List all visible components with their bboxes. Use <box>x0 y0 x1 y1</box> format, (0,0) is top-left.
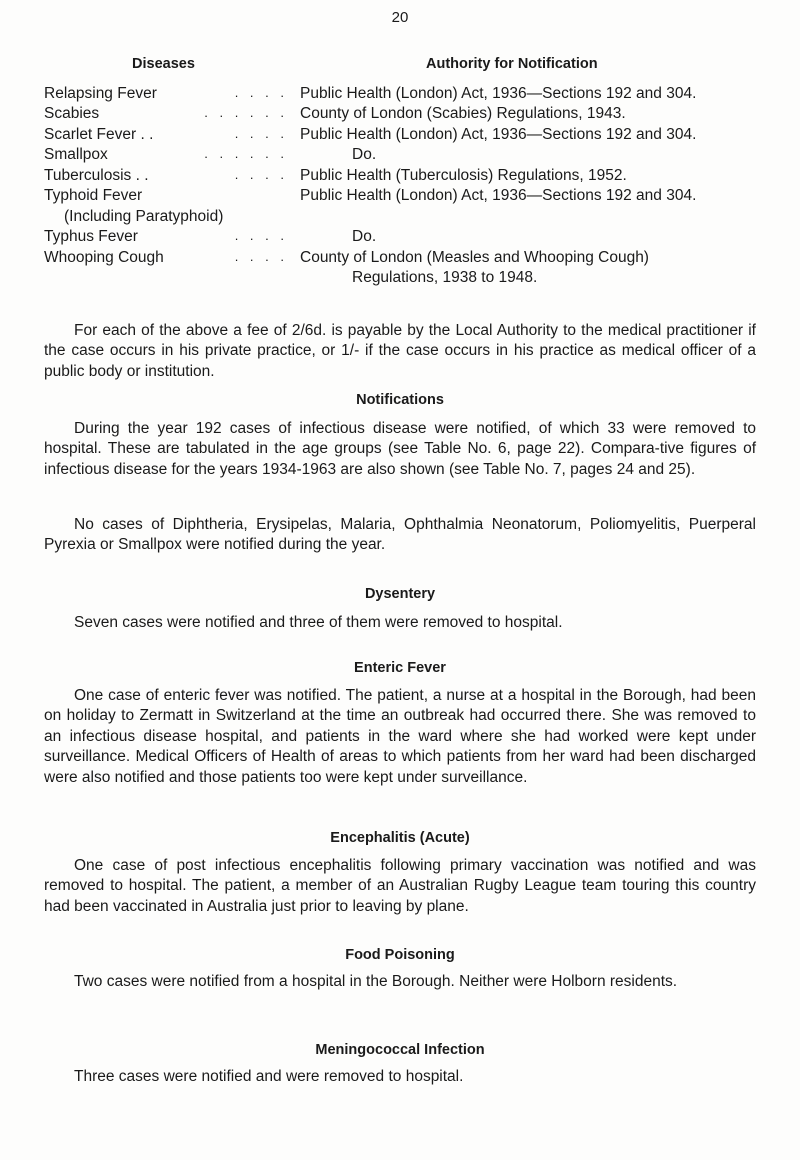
authority-cell: Public Health (Tuberculosis) Regulations, 1952. <box>300 166 627 184</box>
enteric-heading: Enteric Fever <box>354 660 446 676</box>
encephalitis-heading: Encephalitis (Acute) <box>330 830 470 846</box>
disease-cell: Smallpox . . . . . . <box>44 146 288 164</box>
header-authority: Authority for Notification <box>426 56 598 72</box>
page-number: 20 <box>391 9 409 26</box>
table-row <box>44 227 764 247</box>
table-row <box>44 84 764 104</box>
leader-dots: . . . . <box>234 248 288 264</box>
meningococcal-heading: Meningococcal Infection <box>315 1042 485 1058</box>
disease-cell: Typhoid Fever (Including Paratyphoid) <box>44 186 300 227</box>
notifications-paragraph-2: No cases of Diphtheria, Erysipelas, Malaria, Ophthalmia Neonatorum, Poliomyelitis, Puerperal Pyrexia or Smallpox were notified during the year. <box>44 516 756 554</box>
table-row <box>44 166 764 186</box>
authority-cell: Public Health (London) Act, 1936—Sections 192 and 304. <box>300 125 697 143</box>
table-row <box>44 248 764 289</box>
disease-cell: Whooping Cough . . . . <box>44 248 288 266</box>
header-diseases: Diseases <box>132 56 195 72</box>
table-row <box>44 145 764 165</box>
leader-dots: . . . . <box>234 125 288 141</box>
disease-cell: Tuberculosis . . . . . . <box>44 166 288 184</box>
authority-cell: Public Health (London) Act, 1936—Sections 192 and 304. <box>300 85 697 102</box>
dysentery-heading: Dysentery <box>364 586 436 602</box>
enteric-paragraph: One case of enteric fever was notified. The patient, a nurse at a hospital in the Borough, had been on holiday to Zermatt in Switzerland at the time an outbreak had occurred there. She was removed to an infectious disease hospital, and patients in the ward where she had worked were kept under surveillance. Medical Officers of Health of areas to which patients from her ward had been discharged were also notified and those patients too were kept under surveillance. <box>44 687 756 786</box>
meningococcal-paragraph: Three cases were notified and were removed to hospital. <box>74 1068 464 1085</box>
leader-dots: . . . . <box>234 228 288 244</box>
authority-cell: Do. <box>352 228 377 246</box>
leader-dots: . . . . <box>234 85 288 100</box>
leader-dots: . . . . . . <box>204 146 288 162</box>
authority-cell: Do. <box>352 146 377 164</box>
table-row <box>44 104 764 124</box>
encephalitis-paragraph: One case of post infectious encephalitis following primary vaccination was notified and was removed to hospital. The patient, a member of an Australian Rugby League team touring this country had been vaccinated in Australia just prior to leaving by plane. <box>44 857 756 915</box>
leader-dots: . . . . . . <box>204 105 288 121</box>
notifications-paragraph-1: During the year 192 cases of infectious disease were notified, of which 33 were removed to hospital. These are tabulated in the age groups (see Table No. 6, page 22). Compara-tive figures of infectious disease for the years 1934-1963 are also shown (see Table No. 7, pages 24 and 25). <box>44 420 756 478</box>
disease-subtitle: (Including Paratyphoid) <box>64 207 224 225</box>
disease-cell: Scabies . . . . . . <box>44 105 288 123</box>
fee-paragraph: For each of the above a fee of 2/6d. is payable by the Local Authority to the medical practitioner if the case occurs in his private practice, or 1/- if the case occurs in his practice as medical officer of a public body or institution. <box>44 322 756 380</box>
authority-cell: County of London (Scabies) Regulations, 1943. <box>300 105 626 123</box>
dysentery-paragraph: Seven cases were notified and three of them were removed to hospital. <box>74 614 563 631</box>
notification-table <box>44 84 764 289</box>
food-poisoning-paragraph: Two cases were notified from a hospital in the Borough. Neither were Holborn residents. <box>74 973 678 990</box>
table-row <box>44 125 764 145</box>
authority-cell: Public Health (London) Act, 1936—Sections 192 and 304. <box>300 187 697 205</box>
disease-cell: Scarlet Fever . . . . . . <box>44 125 288 143</box>
table-row <box>44 186 764 227</box>
notifications-heading: Notifications <box>356 392 444 408</box>
leader-dots: . . . . <box>234 166 288 182</box>
authority-cell: County of London (Measles and Whooping Cough) Regulations, 1938 to 1948. <box>300 248 649 287</box>
disease-cell: Typhus Fever . . . . <box>44 228 288 246</box>
food-poisoning-heading: Food Poisoning <box>345 947 455 963</box>
disease-cell: Relapsing Fever . . . . <box>44 85 288 102</box>
